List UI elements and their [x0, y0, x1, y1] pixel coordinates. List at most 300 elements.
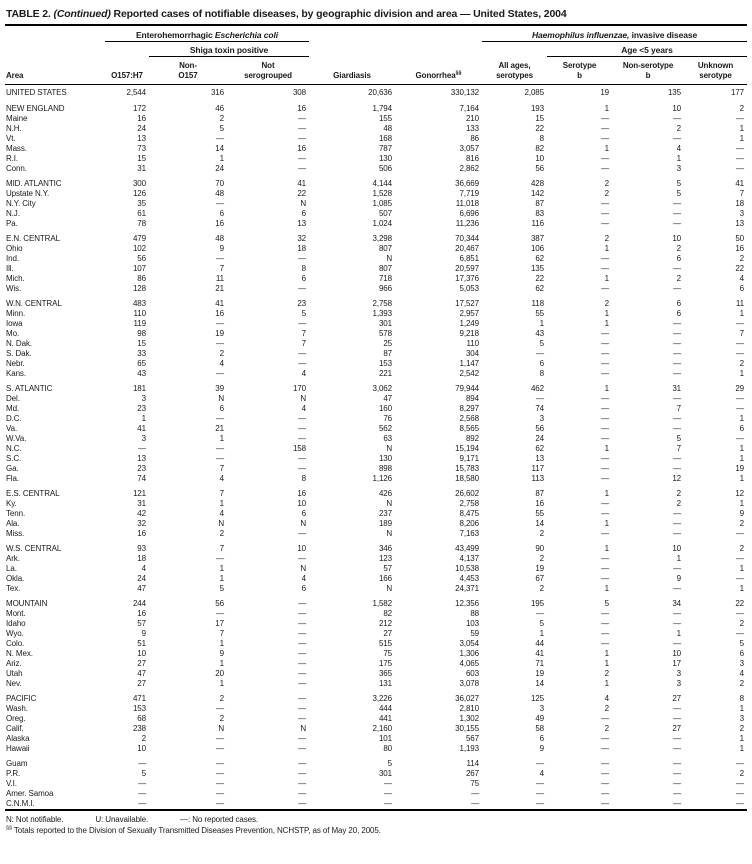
value-cell: 1,147 — [459, 359, 480, 368]
table-label: TABLE 2. — [6, 8, 51, 20]
value-cell: 6 — [739, 284, 745, 293]
value-cell: 172 — [132, 104, 146, 113]
value-cell: 41 — [535, 649, 545, 658]
table-row — [5, 464, 747, 474]
value-cell: 24 — [535, 434, 545, 443]
value-cell: 2,085 — [524, 88, 545, 97]
area-cell: Mass. — [6, 144, 27, 153]
value-cell: 7 — [676, 444, 682, 453]
value-cell: 1 — [739, 124, 745, 133]
value-cell: 1 — [141, 414, 146, 423]
value-cell: 3 — [539, 414, 545, 423]
value-cell: 74 — [137, 474, 146, 483]
value-cell: 7 — [219, 264, 224, 273]
area-cell: Maine — [6, 114, 28, 123]
value-cell: 462 — [530, 384, 545, 393]
column-header-giardiasis: Giardiasis — [309, 57, 395, 85]
value-cell: 8,297 — [459, 404, 480, 413]
value-cell: 4 — [539, 769, 545, 778]
value-cell: — — [298, 414, 307, 423]
value-cell: 7 — [219, 464, 224, 473]
value-cell: 4 — [301, 574, 307, 583]
table-row — [5, 454, 747, 464]
value-cell: 13 — [137, 134, 146, 143]
value-cell: 1,126 — [372, 474, 393, 483]
area-cell: Ohio — [6, 244, 23, 253]
value-cell: — — [736, 394, 745, 403]
table-row — [5, 799, 747, 810]
value-cell: 1 — [219, 564, 224, 573]
value-cell: — — [298, 669, 307, 678]
group-header-hib — [482, 27, 747, 42]
table-row — [5, 704, 747, 714]
value-cell: — — [673, 799, 682, 808]
footnotes — [5, 811, 747, 836]
area-cell: Pa. — [6, 219, 18, 228]
area-cell: Del. — [6, 394, 20, 403]
table-row — [5, 724, 747, 734]
value-cell: 1 — [739, 704, 745, 713]
table-row — [5, 499, 747, 509]
column-header-row — [5, 57, 747, 85]
value-cell: — — [298, 254, 307, 263]
value-cell: 1 — [604, 544, 610, 553]
value-cell: — — [736, 799, 745, 808]
value-cell: 1 — [219, 679, 224, 688]
value-cell: 29 — [735, 384, 745, 393]
value-cell: 1 — [219, 499, 224, 508]
value-cell: 189 — [378, 519, 393, 528]
value-cell: 70 — [215, 179, 224, 188]
area-cell: E.N. CENTRAL — [6, 234, 60, 243]
value-cell: 2 — [219, 694, 224, 703]
value-cell: 2 — [539, 554, 545, 563]
value-cell: — — [384, 789, 393, 798]
value-cell: 14 — [535, 679, 545, 688]
value-cell: — — [298, 319, 307, 328]
value-cell: — — [673, 134, 682, 143]
value-cell: — — [216, 769, 224, 778]
value-cell: — — [298, 124, 307, 133]
value-cell: — — [536, 779, 545, 788]
table-row — [5, 104, 747, 114]
value-cell: 6 — [676, 309, 682, 318]
value-cell: 21 — [215, 424, 224, 433]
table-row — [5, 564, 747, 574]
table-row — [5, 114, 747, 124]
table-row — [5, 254, 747, 264]
value-cell: 1 — [739, 584, 745, 593]
value-cell: — — [601, 629, 610, 638]
value-cell: 1,302 — [459, 714, 480, 723]
value-cell: 153 — [378, 359, 393, 368]
value-cell: 22 — [735, 264, 745, 273]
value-cell: — — [298, 609, 307, 618]
value-cell: — — [298, 629, 307, 638]
area-cell: V.I. — [6, 779, 17, 788]
value-cell: — — [673, 759, 682, 768]
value-cell: — — [673, 219, 682, 228]
value-cell: N — [386, 254, 393, 263]
value-cell: 603 — [465, 669, 480, 678]
value-cell: 3 — [141, 434, 146, 443]
value-cell: — — [736, 434, 745, 443]
value-cell: 166 — [378, 574, 393, 583]
value-cell: 16 — [137, 529, 146, 538]
value-cell: — — [601, 769, 610, 778]
value-cell: 7,163 — [459, 529, 480, 538]
value-cell: 8 — [539, 134, 545, 143]
subgroup-spacer-left — [5, 42, 149, 57]
value-cell: 27 — [137, 679, 146, 688]
value-cell: — — [601, 349, 610, 358]
value-cell: 966 — [378, 284, 393, 293]
area-cell: Ky. — [6, 499, 17, 508]
area-cell: Calif. — [6, 724, 24, 733]
value-cell: 10 — [672, 544, 682, 553]
value-cell: 59 — [470, 629, 480, 638]
value-cell: — — [601, 564, 610, 573]
value-cell: 15,194 — [455, 444, 480, 453]
value-cell: 3 — [739, 714, 745, 723]
value-cell: 17,376 — [455, 274, 480, 283]
value-cell: 1,024 — [372, 219, 393, 228]
table-row — [5, 519, 747, 529]
value-cell: 6 — [301, 584, 307, 593]
value-cell: — — [673, 769, 682, 778]
value-cell: N — [300, 199, 307, 208]
area-cell: Alaska — [6, 734, 30, 743]
value-cell: 87 — [535, 199, 545, 208]
value-cell: 2 — [539, 584, 545, 593]
value-cell: — — [736, 144, 745, 153]
value-cell: 7 — [739, 189, 745, 198]
value-cell: 3 — [141, 394, 146, 403]
value-cell: 6 — [676, 254, 682, 263]
value-cell: — — [601, 554, 610, 563]
value-cell: 1 — [739, 734, 745, 743]
value-cell: 8,565 — [459, 424, 480, 433]
table-row — [5, 299, 747, 309]
value-cell: 244 — [132, 599, 146, 608]
value-cell: 177 — [730, 88, 745, 97]
value-cell: — — [601, 714, 610, 723]
value-cell: — — [601, 284, 610, 293]
value-cell: 31 — [137, 499, 146, 508]
value-cell: 807 — [378, 244, 393, 253]
table-row — [5, 244, 747, 254]
value-cell: 301 — [378, 769, 393, 778]
value-cell: 13 — [137, 454, 146, 463]
value-cell: — — [471, 789, 480, 798]
area-cell: Conn. — [6, 164, 27, 173]
value-cell: 56 — [215, 599, 224, 608]
value-cell: 70,344 — [455, 234, 480, 243]
subgroup-header-row — [5, 42, 747, 57]
value-cell: — — [673, 414, 682, 423]
value-cell: 11,236 — [455, 219, 480, 228]
value-cell: 114 — [466, 759, 480, 768]
value-cell: 1 — [739, 454, 745, 463]
value-cell: 43,499 — [455, 544, 480, 553]
value-cell: — — [298, 424, 307, 433]
value-cell: — — [601, 154, 610, 163]
value-cell: 2,544 — [126, 88, 146, 97]
value-cell: — — [216, 759, 224, 768]
area-cell: Wyo. — [6, 629, 24, 638]
value-cell: — — [298, 434, 307, 443]
value-cell: 61 — [137, 209, 146, 218]
value-cell: 8,475 — [459, 509, 480, 518]
group-header-row — [5, 27, 747, 42]
value-cell: 11,018 — [455, 199, 480, 208]
value-cell: — — [601, 134, 610, 143]
value-cell: — — [138, 759, 146, 768]
area-cell: C.N.M.I. — [6, 799, 35, 808]
value-cell: 2 — [676, 274, 682, 283]
value-cell: 1 — [739, 309, 745, 318]
area-cell: N.H. — [6, 124, 22, 133]
value-cell: N — [218, 394, 224, 403]
value-cell: 16 — [297, 489, 307, 498]
area-cell: Minn. — [6, 309, 26, 318]
value-cell: 3,298 — [372, 234, 393, 243]
value-cell: — — [673, 789, 682, 798]
value-cell: 15 — [137, 154, 146, 163]
value-cell: — — [673, 114, 682, 123]
value-cell: 1 — [219, 434, 224, 443]
value-cell: 168 — [378, 134, 393, 143]
value-cell: 75 — [383, 649, 393, 658]
value-cell: 17 — [215, 619, 224, 628]
table-row — [5, 744, 747, 754]
value-cell: — — [601, 734, 610, 743]
value-cell: 2 — [739, 619, 745, 628]
value-cell: — — [736, 609, 745, 618]
value-cell: 1 — [539, 319, 545, 328]
value-cell: 6,696 — [459, 209, 480, 218]
value-cell: — — [601, 394, 610, 403]
area-cell: Wis. — [6, 284, 22, 293]
value-cell: 1 — [604, 244, 610, 253]
value-cell: — — [673, 609, 682, 618]
value-cell: 5 — [739, 639, 745, 648]
value-cell: — — [673, 704, 682, 713]
area-cell: Ala. — [6, 519, 20, 528]
value-cell: 26,602 — [455, 489, 480, 498]
value-cell: 444 — [378, 704, 393, 713]
table-row — [5, 154, 747, 164]
area-cell: Utah — [6, 669, 23, 678]
area-cell: W.N. CENTRAL — [6, 299, 62, 308]
table-body — [5, 85, 747, 811]
footnote-u: U: Unavailable. — [95, 815, 149, 824]
value-cell: N — [386, 584, 393, 593]
value-cell: 479 — [132, 234, 146, 243]
value-cell: 7 — [676, 404, 682, 413]
table-row — [5, 714, 747, 724]
value-cell: 16 — [137, 609, 146, 618]
table-row — [5, 554, 747, 564]
value-cell: — — [138, 444, 146, 453]
value-cell: 1 — [219, 154, 224, 163]
value-cell: 1 — [604, 659, 610, 668]
value-cell: 8,206 — [459, 519, 480, 528]
value-cell: — — [736, 114, 745, 123]
footnote-gonorrhea-source: §§ Totals reported to the Division of Sexually Transmitted Diseases Prevention, NCHSTP, as of May 20, 2005. — [6, 824, 381, 835]
table-row — [5, 369, 747, 379]
value-cell: 33 — [137, 349, 146, 358]
value-cell: 75 — [470, 779, 480, 788]
value-cell: 62 — [535, 444, 545, 453]
value-cell: 1,193 — [459, 744, 480, 753]
area-cell: Fla. — [6, 474, 19, 483]
area-cell: Hawaii — [6, 744, 30, 753]
area-cell: Kans. — [6, 369, 26, 378]
value-cell: — — [673, 519, 682, 528]
value-cell: 2,568 — [459, 414, 480, 423]
value-cell: 6 — [301, 209, 307, 218]
value-cell: 894 — [465, 394, 480, 403]
value-cell: 1,528 — [372, 189, 393, 198]
subgroup-spacer-mid — [309, 42, 547, 57]
value-cell: — — [216, 369, 224, 378]
value-cell: 58 — [535, 724, 545, 733]
value-cell: — — [298, 704, 307, 713]
value-cell: 47 — [383, 394, 393, 403]
value-cell: 48 — [383, 124, 393, 133]
value-cell: — — [298, 154, 307, 163]
value-cell: — — [673, 264, 682, 273]
value-cell: — — [298, 694, 307, 703]
value-cell: — — [601, 499, 610, 508]
value-cell: — — [601, 619, 610, 628]
value-cell: 20,597 — [455, 264, 480, 273]
value-cell: 19 — [535, 564, 545, 573]
value-cell: 10 — [297, 544, 307, 553]
value-cell: — — [138, 789, 146, 798]
mid-col-spacer — [309, 27, 482, 42]
value-cell: 12,356 — [455, 599, 480, 608]
value-cell: 24 — [137, 124, 146, 133]
table-row — [5, 669, 747, 679]
area-cell: Ind. — [6, 254, 19, 263]
value-cell: 110 — [466, 339, 480, 348]
value-cell: 9,218 — [459, 329, 480, 338]
value-cell: — — [601, 744, 610, 753]
column-header-gonorrhea: Gonorrhea§§ — [395, 57, 482, 85]
table-row — [5, 694, 747, 704]
value-cell: 4 — [219, 509, 224, 518]
value-cell: 27 — [672, 724, 682, 733]
value-cell: 2 — [141, 734, 146, 743]
value-cell: 31 — [672, 384, 682, 393]
value-cell: 13 — [535, 454, 545, 463]
value-cell: 6 — [301, 509, 307, 518]
value-cell: — — [138, 779, 146, 788]
value-cell: 2 — [676, 244, 682, 253]
value-cell: 212 — [378, 619, 393, 628]
area-cell: Tex. — [6, 584, 21, 593]
value-cell: 787 — [378, 144, 393, 153]
value-cell: 16 — [297, 144, 307, 153]
value-cell: 3 — [739, 209, 745, 218]
value-cell: 1,582 — [372, 599, 393, 608]
area-cell: Idaho — [6, 619, 26, 628]
value-cell: 4 — [739, 274, 745, 283]
value-cell: 56 — [137, 254, 146, 263]
value-cell: 1 — [604, 104, 610, 113]
area-cell: W.Va. — [6, 434, 27, 443]
table-row — [5, 394, 747, 404]
area-cell: Md. — [6, 404, 20, 413]
table-row — [5, 384, 747, 394]
value-cell: 9 — [739, 509, 745, 518]
value-cell: — — [298, 679, 307, 688]
value-cell: 1 — [676, 554, 682, 563]
value-cell: 87 — [535, 489, 545, 498]
column-header-all-ages-serotypes: All ages, serotypes — [482, 57, 547, 85]
value-cell: 9 — [219, 649, 224, 658]
value-cell: 2 — [219, 114, 224, 123]
value-cell: 2 — [219, 714, 224, 723]
group-hib-italic: Haemophilus influenzae, — [531, 30, 630, 40]
value-cell: 16 — [215, 219, 224, 228]
table-row — [5, 284, 747, 294]
value-cell: 34 — [672, 599, 682, 608]
value-cell: 15 — [535, 114, 545, 123]
value-cell: 2 — [676, 489, 682, 498]
value-cell: — — [601, 454, 610, 463]
value-cell: 506 — [378, 164, 393, 173]
table-row — [5, 789, 747, 799]
value-cell: 210 — [465, 114, 480, 123]
table-row — [5, 234, 747, 244]
value-cell: — — [673, 369, 682, 378]
area-cell: PACIFIC — [6, 694, 37, 703]
value-cell: 4,137 — [459, 554, 480, 563]
value-cell: 55 — [535, 509, 545, 518]
value-cell: — — [216, 454, 224, 463]
value-cell: — — [673, 349, 682, 358]
value-cell: 55 — [535, 309, 545, 318]
value-cell: 2,810 — [459, 704, 480, 713]
value-cell: 1 — [604, 519, 610, 528]
column-header-unknown-serotype: Unknown serotype — [684, 57, 747, 85]
value-cell: — — [673, 199, 682, 208]
value-cell: 5 — [676, 189, 682, 198]
value-cell: 36,027 — [455, 694, 480, 703]
value-cell: 3,057 — [459, 144, 480, 153]
table-row — [5, 424, 747, 434]
value-cell: 4,144 — [372, 179, 393, 188]
value-cell: 562 — [378, 424, 393, 433]
value-cell: 3,062 — [372, 384, 393, 393]
table-row — [5, 199, 747, 209]
value-cell: — — [736, 529, 745, 538]
value-cell: — — [298, 659, 307, 668]
value-cell: 5 — [219, 124, 224, 133]
value-cell: 221 — [378, 369, 393, 378]
value-cell: 41 — [735, 179, 745, 188]
value-cell: — — [601, 434, 610, 443]
value-cell: 116 — [531, 219, 545, 228]
table-row — [5, 769, 747, 779]
value-cell: N — [218, 724, 224, 733]
value-cell: — — [601, 329, 610, 338]
value-cell: — — [601, 369, 610, 378]
table-row — [5, 329, 747, 339]
